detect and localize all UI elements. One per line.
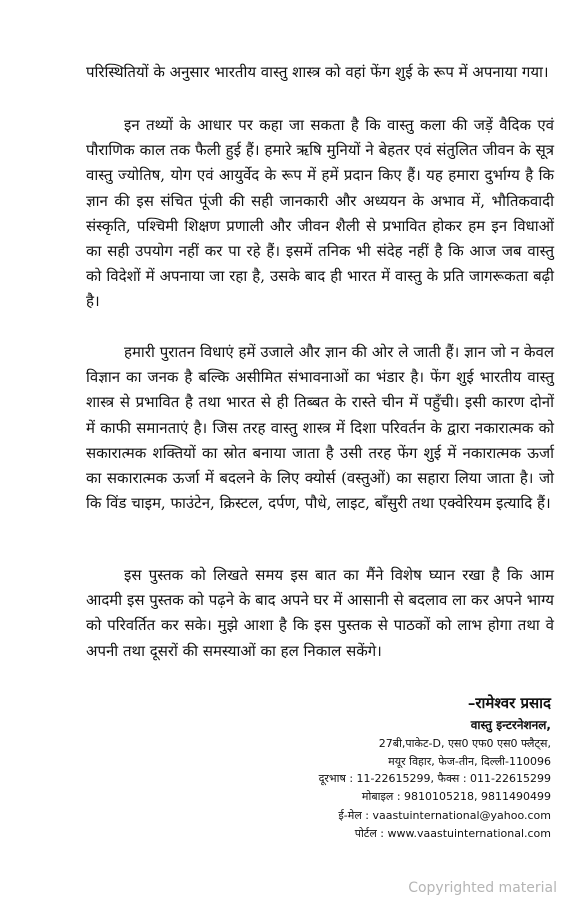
email-line: ई-मेल : vaastuinternational@yahoo.com bbox=[338, 809, 551, 822]
copyright-watermark: Copyrighted material bbox=[408, 880, 557, 896]
address-line-2: मयूर विहार, फेज-तीन, दिल्ली-110096 bbox=[388, 755, 551, 768]
paragraph-3: हमारी पुरातन विधाएं हमें उजाले और ज्ञान की ओर ले जाती हैं। ज्ञान जो न केवल विज्ञान का जनक है बल्कि असीमित संभावनाओं का भंडार है। फेंग शुई भारतीय वास्तु शास्त्र से प्रभावित है तथा भारत से ही तिब्बत के रास्ते चीन में पहुँची। इसी कारण दोनों में काफी समानताएं है। जिस तरह वास्तु शास्त्र में दिशा परिवर्तन के द्वारा नकारात्मक को सकारात्मक शक्तियों का स्रोत बनाया जाता है उसी तरह फेंग शुई में नकारात्मक ऊर्जा का सकारात्मक ऊर्जा में बदलने के लिए क्योर्स (वस्तुओं) का सहारा लिया जाता है। जो कि विंड चाइम, फाउंटेन, क्रिस्टल, दर्पण, पौधे, लाइट, बाँसुरी तथा एक्वेरियम इत्यादि हैं। bbox=[86, 343, 554, 513]
author-organization: वास्तु इन्टरनेशनल, bbox=[470, 718, 551, 732]
author-signature: –रामेश्वर प्रसाद bbox=[467, 694, 551, 712]
paragraph-4: इस पुस्तक को लिखते समय इस बात का मैंने विशेष घ्यान रखा है कि आम आदमी इस पुस्तक को पढ़ने के बाद अपने घर में आसानी से बदलाव ला कर अपने भाग्य को परिवर्तित कर सके। मुझे आशा है कि इस पुस्तक से पाठकों को लाभ होगा तथा वे अपनी तथा दूसरों की समस्याओं का हल निकाल सकेंगे। bbox=[86, 566, 554, 660]
paragraph-2: इन तथ्यों के आधार पर कहा जा सकता है कि वास्तु कला की जड़ें वैदिक एवं पौराणिक काल तक फैली हुई हैं। हमारे ऋषि मुनियों ने बेहतर एवं संतुलित जीवन के सूत्र वास्तु ज्योतिष, योग एवं आयुर्वेद के रूप में हमें प्रदान किए हैं। यह हमारा दुर्भाग्य है कि ज्ञान की इस संचित पूंजी की सही जानकारी और अध्ययन के अभाव में, भौतिकवादी संस्कृति, पश्चिमी शिक्षण प्रणाली और जीवन शैली से प्रभावित होकर हम इन विधाओं का सही उपयोग नहीं कर पा रहे हैं। इसमें तनिक भी संदेह नहीं है कि आज जब वास्तु को विदेशों में अपनाया जा रहा है, उसके बाद ही भारत में वास्तु के प्रति जागरूकता बढ़ी है। bbox=[86, 116, 554, 311]
portal-line: पोर्टल : www.vaastuinternational.com bbox=[354, 827, 551, 840]
phone-fax-line: दूरभाष : 11-22615299, फैक्स : 011-22615299 bbox=[318, 772, 551, 785]
address-line-1: 27बी,पाकेट-D, एस0 एफ0 एस0 फ्लैट्स, bbox=[378, 737, 551, 750]
paragraph-1: परिस्थितियों के अनुसार भारतीय वास्तु शास्त्र को वहां फेंग शुई के रूप में अपनाया गया। bbox=[86, 63, 549, 81]
mobile-line: मोबाइल : 9810105218, 9811490499 bbox=[361, 790, 551, 803]
